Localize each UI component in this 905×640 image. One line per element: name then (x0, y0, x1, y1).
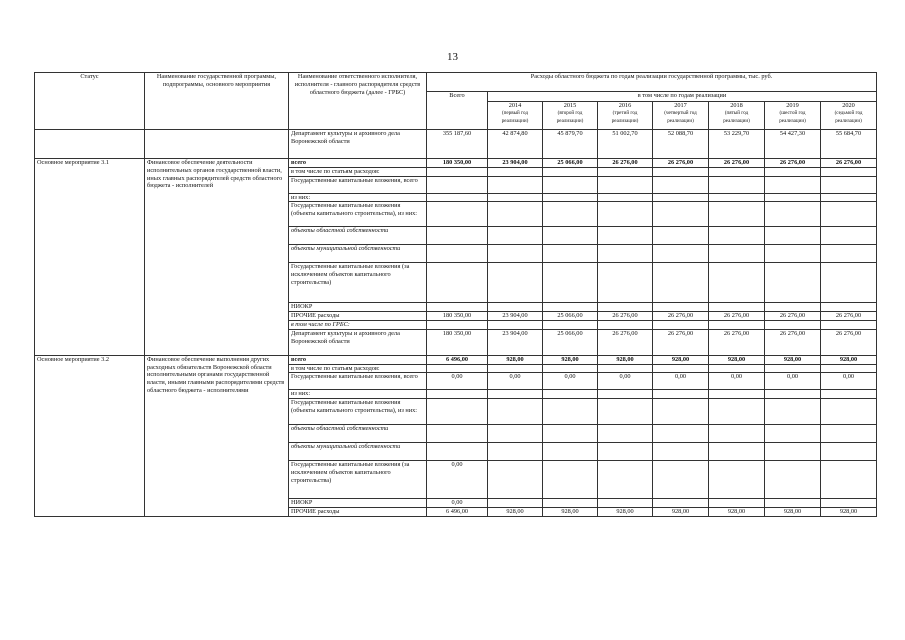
value-cell: 26 276,00 (821, 159, 877, 168)
empty-cell (598, 425, 653, 443)
empty-cell (709, 443, 765, 461)
executor-cell: Департамент культуры и архивного дела Воронежской области (289, 130, 427, 159)
empty-cell (543, 443, 598, 461)
empty-cell (821, 193, 877, 202)
empty-cell (765, 167, 821, 176)
value-cell: 928,00 (709, 507, 765, 516)
empty-cell (488, 245, 543, 263)
measure-name: Финансовое обеспечение деятельности исполнительных органов государственной власти, иных главных распорядителей средств областного бюджета - исполнителей (145, 159, 289, 356)
empty-cell (765, 176, 821, 193)
value-cell: 0,00 (821, 373, 877, 390)
value-cell: 23 904,00 (488, 312, 543, 321)
empty-cell (653, 167, 709, 176)
empty-cell (765, 227, 821, 245)
year-number: 2014 (508, 102, 522, 109)
empty-cell (543, 390, 598, 399)
table-row (35, 159, 877, 168)
measure-status: Основное мероприятие 3.1 (35, 159, 145, 356)
empty-cell (709, 461, 765, 499)
empty-cell (653, 245, 709, 263)
empty-cell (653, 303, 709, 312)
empty-cell (709, 245, 765, 263)
year-number: 2017 (674, 102, 687, 109)
empty-cell (709, 263, 765, 303)
value-cell: 25 066,00 (543, 159, 598, 168)
value-cell: 928,00 (653, 355, 709, 364)
empty-cell (709, 399, 765, 425)
empty-cell (427, 176, 488, 193)
value-cell: 26 276,00 (765, 159, 821, 168)
empty-cell (598, 443, 653, 461)
empty-cell (488, 193, 543, 202)
empty-cell (709, 499, 765, 508)
value-cell: 0,00 (427, 461, 488, 499)
empty-cell (427, 263, 488, 303)
header-status: Статус (35, 73, 145, 130)
header-year (598, 102, 653, 130)
empty-cell (598, 499, 653, 508)
value-cell: 25 066,00 (543, 312, 598, 321)
value-cell: 928,00 (709, 355, 765, 364)
empty-cell (543, 227, 598, 245)
empty-cell (709, 167, 765, 176)
expense-label: Государственные капитальные вложения (за исключением объектов капитального строительства) (289, 263, 427, 303)
value-cell: 0,00 (488, 373, 543, 390)
value-cell: 26 276,00 (653, 312, 709, 321)
empty-cell (598, 263, 653, 303)
value-cell: 355 187,60 (427, 130, 488, 159)
empty-cell (488, 303, 543, 312)
empty-cell (653, 399, 709, 425)
page-number: 13 (447, 51, 458, 63)
empty-cell (821, 202, 877, 227)
expense-label: всего (289, 355, 427, 364)
year-label: (первый год реализации) (501, 109, 529, 124)
empty-cell (427, 443, 488, 461)
year-number: 2020 (842, 102, 855, 109)
value-cell: 180 350,00 (427, 159, 488, 168)
empty-cell (653, 320, 709, 329)
header-including: в том числе по годам реализации (488, 92, 877, 102)
empty-cell (709, 202, 765, 227)
empty-cell (765, 461, 821, 499)
empty-cell (598, 202, 653, 227)
expense-label: НИОКР (289, 499, 427, 508)
header-expenses: Расходы областного бюджета по годам реализации государственной программы, тыс. руб. (427, 73, 877, 92)
header-year (543, 102, 598, 130)
value-cell: 26 276,00 (821, 329, 877, 355)
empty-cell (543, 320, 598, 329)
empty-cell (598, 245, 653, 263)
expense-label: в том числе по ГРБС: (289, 320, 427, 329)
empty-cell (598, 167, 653, 176)
header-year (765, 102, 821, 130)
expense-label: Государственные капитальные вложения, всего (289, 373, 427, 390)
value-cell: 928,00 (598, 507, 653, 516)
value-cell: 55 684,70 (821, 130, 877, 159)
expense-label: в том числе по статьям расходов: (289, 364, 427, 373)
empty-cell (765, 443, 821, 461)
empty-cell (709, 390, 765, 399)
empty-cell (598, 461, 653, 499)
empty-cell (488, 263, 543, 303)
empty-cell (653, 499, 709, 508)
expense-label: ПРОЧИЕ расходы (289, 507, 427, 516)
value-cell: 180 350,00 (427, 312, 488, 321)
value-cell: 23 904,00 (488, 329, 543, 355)
empty-cell (427, 227, 488, 245)
value-cell: 42 874,80 (488, 130, 543, 159)
empty-cell (709, 425, 765, 443)
expense-label: объекты муниципальной собственности (289, 443, 427, 461)
value-cell: 0,00 (709, 373, 765, 390)
empty-cell (765, 202, 821, 227)
table-row (35, 130, 877, 159)
value-cell: 0,00 (653, 373, 709, 390)
header-year (488, 102, 543, 130)
empty-cell (821, 399, 877, 425)
empty-cell (488, 499, 543, 508)
header-program: Наименование государственной программы, подпрограммы, основного мероприятия (145, 73, 289, 130)
empty-cell (427, 390, 488, 399)
value-cell: 6 496,00 (427, 507, 488, 516)
empty-cell (427, 320, 488, 329)
header-year (709, 102, 765, 130)
value-cell: 928,00 (765, 355, 821, 364)
value-cell: 0,00 (543, 373, 598, 390)
year-number: 2016 (618, 102, 632, 109)
empty-cell (821, 320, 877, 329)
empty-cell (765, 263, 821, 303)
value-cell: 53 229,70 (709, 130, 765, 159)
empty-cell (598, 193, 653, 202)
value-cell: 26 276,00 (765, 329, 821, 355)
year-label: (шестой год реализации) (779, 109, 806, 124)
empty-cell (488, 425, 543, 443)
empty-cell (821, 443, 877, 461)
empty-cell (488, 399, 543, 425)
empty-cell (488, 320, 543, 329)
empty-cell (598, 176, 653, 193)
expense-label: всего (289, 159, 427, 168)
empty-cell (543, 399, 598, 425)
empty-cell (821, 167, 877, 176)
empty-cell (653, 461, 709, 499)
empty-cell (543, 176, 598, 193)
empty-cell (543, 425, 598, 443)
expense-label: Государственные капитальные вложения, всего (289, 176, 427, 193)
empty-cell (427, 202, 488, 227)
expense-label: Государственные капитальные вложения (объекты капитального строительства), из них: (289, 399, 427, 425)
empty-cell (598, 303, 653, 312)
value-cell: 928,00 (821, 507, 877, 516)
empty-cell (427, 167, 488, 176)
value-cell: 928,00 (765, 507, 821, 516)
empty-cell (427, 245, 488, 263)
empty-cell (598, 364, 653, 373)
empty-cell (821, 176, 877, 193)
value-cell: 23 904,00 (488, 159, 543, 168)
empty-cell (765, 193, 821, 202)
value-cell: 928,00 (821, 355, 877, 364)
empty-cell (653, 176, 709, 193)
measure-status: Основное мероприятие 3.2 (35, 355, 145, 516)
empty-cell (765, 499, 821, 508)
value-cell: 25 066,00 (543, 329, 598, 355)
empty-cell (709, 227, 765, 245)
empty-cell (653, 364, 709, 373)
header-total: Всего (427, 92, 488, 130)
empty-cell (598, 227, 653, 245)
empty-cell (488, 167, 543, 176)
empty-cell (427, 364, 488, 373)
value-cell: 6 496,00 (427, 355, 488, 364)
header-row (35, 73, 877, 92)
year-label: (седьмой год реализации) (834, 109, 863, 124)
empty-cell (765, 425, 821, 443)
empty-cell (543, 499, 598, 508)
empty-cell (488, 227, 543, 245)
empty-cell (709, 303, 765, 312)
empty-cell (653, 443, 709, 461)
empty-cell (653, 193, 709, 202)
empty-cell (488, 176, 543, 193)
value-cell: 0,00 (427, 499, 488, 508)
value-cell: 928,00 (543, 355, 598, 364)
value-cell: 54 427,30 (765, 130, 821, 159)
year-number: 2018 (730, 102, 743, 109)
empty-cell (488, 364, 543, 373)
year-number: 2019 (786, 102, 799, 109)
budget-table (34, 72, 877, 517)
empty-cell (709, 364, 765, 373)
empty-cell (488, 461, 543, 499)
empty-cell (543, 303, 598, 312)
empty-cell (709, 193, 765, 202)
empty-cell (765, 303, 821, 312)
year-label: (четвертый год реализации) (664, 109, 697, 124)
empty-cell (765, 390, 821, 399)
empty-cell (821, 461, 877, 499)
empty-cell (821, 227, 877, 245)
table-body (35, 73, 877, 517)
empty-cell (145, 130, 289, 159)
measure-name: Финансовое обеспечение выполнения других расходных обязательств Воронежской области исполнительными органами государственной власти, иными главными распорядителями средств областного бюджета - исполнителями (145, 355, 289, 516)
value-cell: 0,00 (765, 373, 821, 390)
value-cell: 928,00 (488, 507, 543, 516)
empty-cell (765, 320, 821, 329)
empty-cell (765, 245, 821, 263)
empty-cell (543, 167, 598, 176)
empty-cell (821, 303, 877, 312)
value-cell: 45 879,70 (543, 130, 598, 159)
empty-cell (598, 399, 653, 425)
value-cell: 26 276,00 (653, 159, 709, 168)
empty-cell (543, 263, 598, 303)
expense-label: объекты областной собственности (289, 227, 427, 245)
empty-cell (765, 399, 821, 425)
empty-cell (653, 390, 709, 399)
empty-cell (821, 263, 877, 303)
value-cell: 0,00 (427, 373, 488, 390)
empty-cell (488, 390, 543, 399)
expense-label: ПРОЧИЕ расходы (289, 312, 427, 321)
expense-label: из них: (289, 390, 427, 399)
value-cell: 52 088,70 (653, 130, 709, 159)
value-cell: 26 276,00 (821, 312, 877, 321)
value-cell: 928,00 (653, 507, 709, 516)
expense-label: объекты областной собственности (289, 425, 427, 443)
empty-cell (35, 130, 145, 159)
empty-cell (598, 320, 653, 329)
empty-cell (653, 263, 709, 303)
value-cell: 26 276,00 (653, 329, 709, 355)
empty-cell (821, 364, 877, 373)
header-year (821, 102, 877, 130)
empty-cell (488, 443, 543, 461)
value-cell: 51 002,70 (598, 130, 653, 159)
expense-label: Государственные капитальные вложения (объекты капитального строительства), из них: (289, 202, 427, 227)
empty-cell (488, 202, 543, 227)
year-label: (третий год реализации) (611, 109, 639, 124)
empty-cell (543, 202, 598, 227)
year-label: (пятый год реализации) (723, 109, 750, 124)
header-executor: Наименование ответственного исполнителя, исполнителя - главного распорядителя средств областного бюджета (далее - ГРБС) (289, 73, 427, 130)
table-row (35, 355, 877, 364)
value-cell: 928,00 (598, 355, 653, 364)
empty-cell (821, 245, 877, 263)
empty-cell (765, 364, 821, 373)
value-cell: 180 350,00 (427, 329, 488, 355)
year-number: 2015 (563, 102, 577, 109)
expense-label: НИОКР (289, 303, 427, 312)
empty-cell (427, 193, 488, 202)
empty-cell (427, 303, 488, 312)
empty-cell (709, 176, 765, 193)
value-cell: 0,00 (598, 373, 653, 390)
expense-label: из них: (289, 193, 427, 202)
empty-cell (653, 425, 709, 443)
empty-cell (821, 390, 877, 399)
value-cell: 26 276,00 (709, 159, 765, 168)
empty-cell (653, 202, 709, 227)
value-cell: 26 276,00 (709, 329, 765, 355)
value-cell: 26 276,00 (598, 312, 653, 321)
value-cell: 26 276,00 (598, 329, 653, 355)
value-cell: 26 276,00 (765, 312, 821, 321)
empty-cell (427, 399, 488, 425)
expense-label: Департамент культуры и архивного дела Воронежской области (289, 329, 427, 355)
value-cell: 928,00 (543, 507, 598, 516)
year-label: (второй год реализации) (556, 109, 584, 124)
expense-label: Государственные капитальные вложения (за исключением объектов капитального строительства) (289, 461, 427, 499)
empty-cell (543, 364, 598, 373)
empty-cell (653, 227, 709, 245)
empty-cell (543, 245, 598, 263)
header-year (653, 102, 709, 130)
value-cell: 26 276,00 (598, 159, 653, 168)
value-cell: 928,00 (488, 355, 543, 364)
empty-cell (543, 461, 598, 499)
empty-cell (821, 425, 877, 443)
value-cell: 26 276,00 (709, 312, 765, 321)
empty-cell (709, 320, 765, 329)
expense-label: объекты муниципальной собственности (289, 245, 427, 263)
empty-cell (427, 425, 488, 443)
expense-label: в том числе по статьям расходов: (289, 167, 427, 176)
empty-cell (543, 193, 598, 202)
empty-cell (598, 390, 653, 399)
empty-cell (821, 499, 877, 508)
